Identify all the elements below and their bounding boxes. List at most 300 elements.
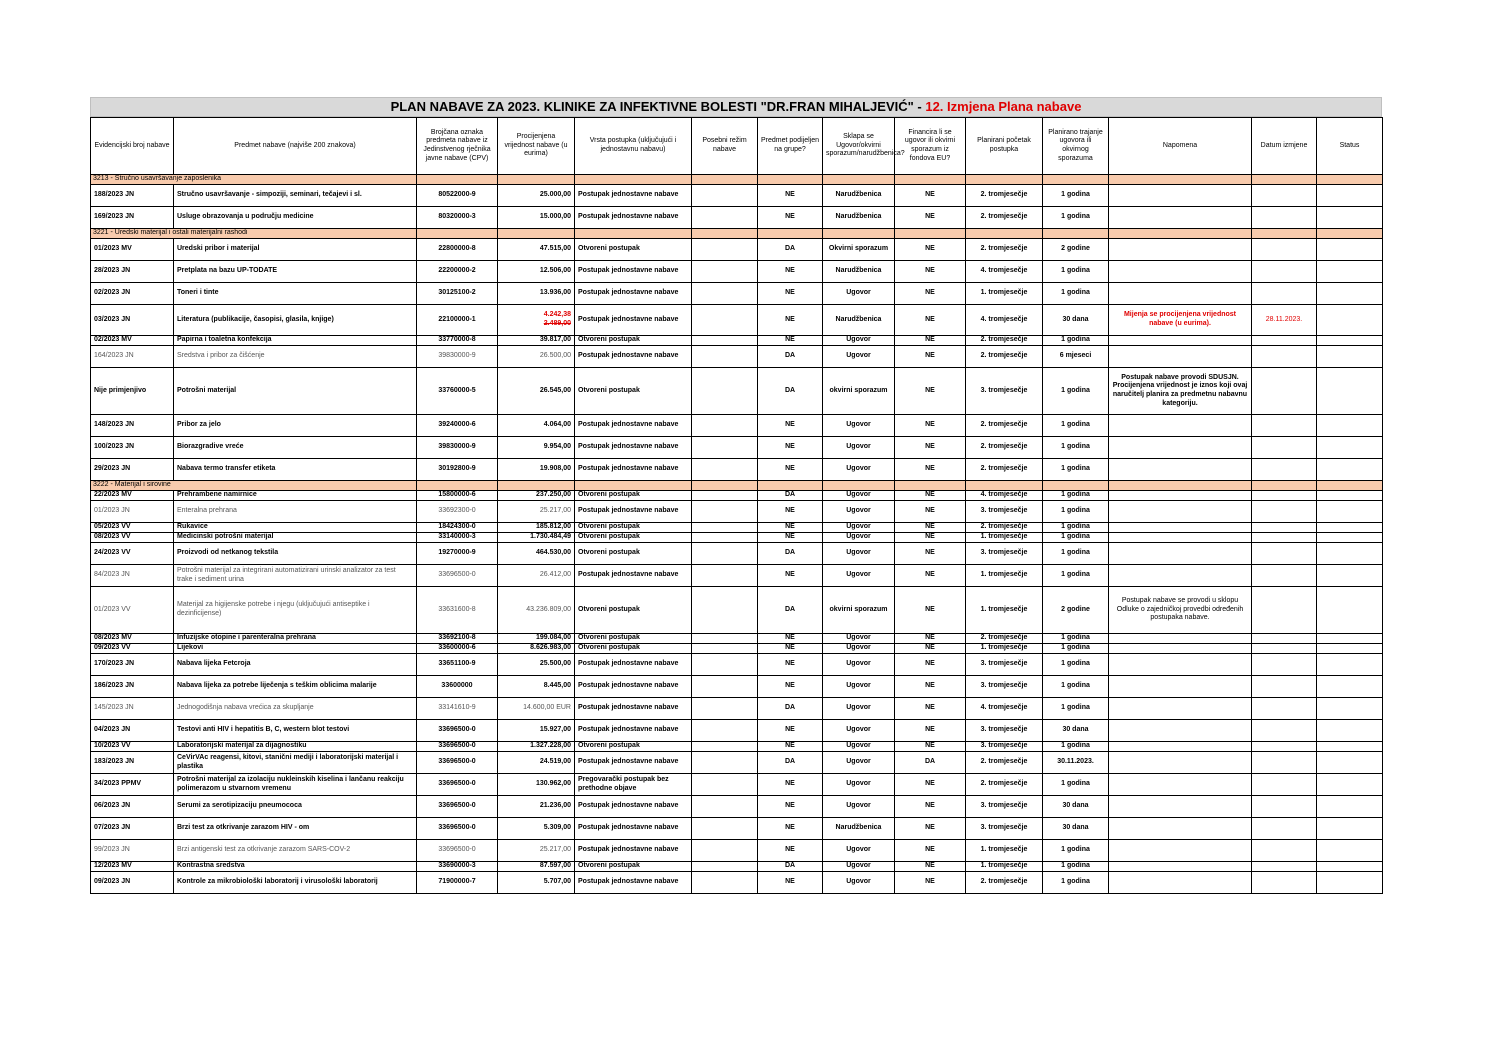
planned-start-cell: 2. tromjesečje [966,523,1043,533]
divided-groups-cell: DA [758,587,823,634]
evidencijski-broj-cell: 170/2023 JN [91,654,174,676]
section-empty-cell [895,481,966,491]
note-cell [1109,752,1252,774]
estimated-value-cell: 26.500,00 [498,346,575,368]
evidencijski-broj-cell: 01/2023 MV [91,239,174,261]
planned-start-cell: 2. tromjesečje [966,185,1043,207]
planned-duration-cell: 30 dana [1043,796,1109,818]
table-row[interactable] [91,840,1383,862]
change-date-cell [1252,239,1317,261]
estimated-value-cell: 25.217,00 [498,840,575,862]
divided-groups-cell: NE [758,654,823,676]
procedure-type-cell: Postupak jednostavne nabave [575,818,692,840]
eu-funded-cell: NE [895,742,966,752]
planned-start-cell: 1. tromjesečje [966,840,1043,862]
table-row[interactable] [91,261,1383,283]
planned-start-cell: 3. tromjesečje [966,796,1043,818]
planned-start-cell: 2. tromjesečje [966,415,1043,437]
change-date-cell [1252,491,1317,501]
plan-title-main: PLAN NABAVE ZA 2023. KLINIKE ZA INFEKTIVNE BOLESTI "DR.FRAN MIHALJEVIĆ" - [390,99,926,114]
status-cell [1317,676,1383,698]
planned-start-cell: 3. tromjesečje [966,818,1043,840]
col-cpv-header: Brojčana oznaka predmeta nabave iz Jedinstvenog rječnika javne nabave (CPV) [417,118,498,175]
predmet-nabave-cell: Usluge obrazovanja u području medicine [174,207,417,229]
cpv-code-cell: 19270000-9 [417,543,498,565]
planned-start-cell: 3. tromjesečje [966,654,1043,676]
special-regime-cell [692,437,758,459]
planned-start-cell: 4. tromjesečje [966,698,1043,720]
table-row[interactable] [91,634,1383,644]
table-row[interactable] [91,346,1383,368]
predmet-nabave-cell: Potrošni materijal [174,368,417,415]
section-empty-cell [692,175,758,185]
divided-groups-cell: NE [758,676,823,698]
table-row[interactable] [91,283,1383,305]
status-cell [1317,587,1383,634]
table-row[interactable] [91,565,1383,587]
predmet-nabave-cell: Pribor za jelo [174,415,417,437]
cpv-code-cell: 33651100-9 [417,654,498,676]
eu-funded-cell: NE [895,634,966,644]
estimated-value-cell: 12.506,00 [498,261,575,283]
cpv-code-cell: 33692100-8 [417,634,498,644]
divided-groups-cell: NE [758,459,823,481]
special-regime-cell [692,415,758,437]
planned-duration-cell: 1 godina [1043,491,1109,501]
planned-start-cell: 1. tromjesečje [966,587,1043,634]
table-row[interactable] [91,459,1383,481]
planned-start-cell: 4. tromjesečje [966,491,1043,501]
evidencijski-broj-cell: 188/2023 JN [91,185,174,207]
estimated-value-cell: 9.954,00 [498,437,575,459]
eu-funded-cell: NE [895,565,966,587]
change-date-cell [1252,752,1317,774]
special-regime-cell [692,720,758,742]
special-regime-cell [692,501,758,523]
planned-duration-cell: 1 godina [1043,415,1109,437]
status-cell [1317,491,1383,501]
planned-duration-cell: 1 godina [1043,698,1109,720]
planned-duration-cell: 1 godina [1043,185,1109,207]
note-cell [1109,543,1252,565]
section-empty-cell [758,229,823,239]
cpv-code-cell: 33760000-5 [417,368,498,415]
estimated-value-cell: 5.309,00 [498,818,575,840]
change-date-cell [1252,185,1317,207]
contract-type-cell: Ugovor [823,862,895,872]
evidencijski-broj-cell: 09/2023 JN [91,872,174,894]
contract-type-cell: Ugovor [823,437,895,459]
contract-type-cell: Ugovor [823,491,895,501]
contract-type-cell: Narudžbenica [823,818,895,840]
col-planirani-pocetak-header: Planirani početak postupka [966,118,1043,175]
change-date-cell [1252,533,1317,543]
eu-funded-cell: NE [895,720,966,742]
table-row[interactable] [91,543,1383,565]
planned-start-cell: 2. tromjesečje [966,437,1043,459]
planned-start-cell: 3. tromjesečje [966,720,1043,742]
table-row[interactable] [91,676,1383,698]
planned-duration-cell: 1 godina [1043,872,1109,894]
table-row[interactable] [91,774,1383,796]
contract-type-cell: Ugovor [823,533,895,543]
col-napomena-header: Napomena [1109,118,1252,175]
section-header-row [91,229,1383,239]
note-cell [1109,840,1252,862]
evidencijski-broj-cell: 02/2023 MV [91,336,174,346]
special-regime-cell [692,872,758,894]
table-row[interactable] [91,336,1383,346]
note-cell [1109,207,1252,229]
section-header-row [91,175,1383,185]
divided-groups-cell: DA [758,752,823,774]
divided-groups-cell: NE [758,742,823,752]
eu-funded-cell: NE [895,239,966,261]
evidencijski-broj-cell: 34/2023 PPMV [91,774,174,796]
change-date-cell [1252,261,1317,283]
predmet-nabave-cell: Laboratorijski materijal za dijagnostiku [174,742,417,752]
table-row[interactable] [91,698,1383,720]
section-empty-cell [1043,481,1109,491]
predmet-nabave-cell: Nabava lijeka za potrebe liječenja s teškim oblicima malarije [174,676,417,698]
planned-duration-cell: 1 godina [1043,634,1109,644]
special-regime-cell [692,565,758,587]
predmet-nabave-cell: Kontrastna sredstva [174,862,417,872]
planned-start-cell: 1. tromjesečje [966,644,1043,654]
procedure-type-cell: Otvoreni postupak [575,742,692,752]
procedure-type-cell: Postupak jednostavne nabave [575,185,692,207]
divided-groups-cell: DA [758,346,823,368]
table-row[interactable] [91,415,1383,437]
status-cell [1317,644,1383,654]
note-cell [1109,523,1252,533]
status-cell [1317,305,1383,336]
eu-funded-cell: NE [895,207,966,229]
table-row[interactable] [91,491,1383,501]
section-empty-cell [758,175,823,185]
planned-start-cell: 2. tromjesečje [966,774,1043,796]
eu-funded-cell: NE [895,523,966,533]
cpv-code-cell: 80522000-9 [417,185,498,207]
change-date-cell [1252,565,1317,587]
cpv-code-cell: 33631600-8 [417,587,498,634]
procedure-type-cell: Otvoreni postupak [575,523,692,533]
eu-funded-cell: NE [895,840,966,862]
predmet-nabave-cell: Testovi anti HIV i hepatitis B, C, western blot testovi [174,720,417,742]
cpv-code-cell: 33696500-0 [417,565,498,587]
predmet-nabave-cell: Biorazgradive vreće [174,437,417,459]
planned-duration-cell: 1 godina [1043,207,1109,229]
change-date-cell [1252,862,1317,872]
eu-funded-cell: NE [895,796,966,818]
estimated-value-cell: 13.936,00 [498,283,575,305]
contract-type-cell: Ugovor [823,676,895,698]
contract-type-cell: Ugovor [823,283,895,305]
estimated-value-cell: 26.412,00 [498,565,575,587]
procedure-type-cell: Postupak jednostavne nabave [575,796,692,818]
section-empty-cell [1252,175,1317,185]
note-cell [1109,239,1252,261]
status-cell [1317,501,1383,523]
eu-funded-cell: NE [895,872,966,894]
eu-funded-cell: NE [895,644,966,654]
status-cell [1317,818,1383,840]
cpv-code-cell: 15800000-6 [417,491,498,501]
estimated-value-cell: 25.217,00 [498,501,575,523]
contract-type-cell: Ugovor [823,543,895,565]
table-row[interactable] [91,523,1383,533]
change-date-cell [1252,698,1317,720]
table-row[interactable] [91,501,1383,523]
table-row[interactable] [91,818,1383,840]
planned-start-cell: 2. tromjesečje [966,634,1043,644]
evidencijski-broj-cell: Nije primjenjivo [91,368,174,415]
section-empty-cell [575,481,692,491]
procedure-type-cell: Otvoreni postupak [575,543,692,565]
divided-groups-cell: DA [758,368,823,415]
procedure-type-cell: Otvoreni postupak [575,634,692,644]
procedure-type-cell: Postupak jednostavne nabave [575,840,692,862]
table-row[interactable] [91,654,1383,676]
evidencijski-broj-cell: 183/2023 JN [91,752,174,774]
note-cell [1109,862,1252,872]
note-cell [1109,437,1252,459]
planned-duration-cell: 30.11.2023. [1043,752,1109,774]
table-row[interactable] [91,752,1383,774]
status-cell [1317,565,1383,587]
status-cell [1317,336,1383,346]
note-cell: Postupak nabave provodi SDUSJN. Procijenjena vrijednost je iznos koji ovaj naručitelj planira za predmetnu nabavnu kategoriju. [1109,368,1252,415]
evidencijski-broj-cell: 08/2023 VV [91,533,174,543]
evidencijski-broj-cell: 84/2023 JN [91,565,174,587]
cpv-code-cell: 22100000-1 [417,305,498,336]
procedure-type-cell: Postupak jednostavne nabave [575,872,692,894]
divided-groups-cell: NE [758,840,823,862]
section-empty-cell [966,481,1043,491]
predmet-nabave-cell: Jednogodišnja nabava vrećica za skupljanje [174,698,417,720]
table-row[interactable] [91,305,1383,336]
change-date-cell [1252,774,1317,796]
note-cell [1109,872,1252,894]
predmet-nabave-cell: Nabava lijeka Fetcroja [174,654,417,676]
table-row[interactable] [91,533,1383,543]
note-cell: Postupak nabave se provodi u sklopu Odluke o zajedničkoj provedbi određenih postupaka nabave. [1109,587,1252,634]
special-regime-cell [692,698,758,720]
procurement-table [90,117,1383,894]
estimated-value-cell: 25.000,00 [498,185,575,207]
cpv-code-cell: 33140000-3 [417,533,498,543]
cpv-code-cell: 33696500-0 [417,774,498,796]
eu-funded-cell: NE [895,587,966,634]
estimated-value-cell: 1.730.484,49 [498,533,575,543]
procedure-type-cell: Otvoreni postupak [575,491,692,501]
divided-groups-cell: NE [758,261,823,283]
status-cell [1317,742,1383,752]
special-regime-cell [692,840,758,862]
status-cell [1317,796,1383,818]
status-cell [1317,415,1383,437]
note-cell [1109,459,1252,481]
predmet-nabave-cell: Potrošni materijal za izolaciju nukleinskih kiselina i lančanu reakciju polimerazom u stvarnom vremenu [174,774,417,796]
divided-groups-cell: NE [758,283,823,305]
section-empty-cell [966,175,1043,185]
contract-type-cell: Ugovor [823,523,895,533]
section-empty-cell [823,175,895,185]
table-row[interactable] [91,796,1383,818]
table-row[interactable] [91,872,1383,894]
eu-funded-cell: NE [895,491,966,501]
cpv-code-cell: 39830000-9 [417,346,498,368]
planned-start-cell: 1. tromjesečje [966,862,1043,872]
table-row[interactable] [91,742,1383,752]
section-label: 3221 - Uredski materijal i ostali materijalni rashodi [91,229,417,239]
estimated-value-cell [498,305,575,336]
table-row[interactable] [91,437,1383,459]
change-date-cell [1252,644,1317,654]
divided-groups-cell: NE [758,415,823,437]
procedure-type-cell: Postupak jednostavne nabave [575,720,692,742]
estimated-value-cell: 464.530,00 [498,543,575,565]
divided-groups-cell: NE [758,523,823,533]
cpv-code-cell: 33696500-0 [417,720,498,742]
table-row[interactable] [91,185,1383,207]
status-cell [1317,185,1383,207]
contract-type-cell: okvirni sporazum [823,368,895,415]
procedure-type-cell: Postupak jednostavne nabave [575,459,692,481]
cpv-code-cell: 33696500-0 [417,752,498,774]
eu-funded-cell: NE [895,676,966,698]
procedure-type-cell: Otvoreni postupak [575,644,692,654]
predmet-nabave-cell: Uredski pribor i materijal [174,239,417,261]
col-vrsta-postupka-header: Vrsta postupka (uključujući i jednostavnu nabavu) [575,118,692,175]
planned-start-cell: 1. tromjesečje [966,533,1043,543]
section-empty-cell [498,481,575,491]
col-procijenjena-vrijednost-header: Procijenjena vrijednost nabave (u eurima) [498,118,575,175]
predmet-nabave-cell: Stručno usavršavanje - simpoziji, seminari, tečajevi i sl. [174,185,417,207]
procedure-type-cell: Postupak jednostavne nabave [575,261,692,283]
special-regime-cell [692,207,758,229]
note-cell [1109,261,1252,283]
table-row[interactable] [91,368,1383,415]
change-date-cell [1252,587,1317,634]
evidencijski-broj-cell: 169/2023 JN [91,207,174,229]
cpv-code-cell: 33600000 [417,676,498,698]
table-row[interactable] [91,587,1383,634]
estimated-value-cell: 185.812,00 [498,523,575,533]
divided-groups-cell: NE [758,185,823,207]
eu-funded-cell: NE [895,774,966,796]
divided-groups-cell: NE [758,336,823,346]
section-empty-cell [1109,229,1252,239]
special-regime-cell [692,774,758,796]
planned-start-cell: 3. tromjesečje [966,501,1043,523]
predmet-nabave-cell: Brzi test za otkrivanje zarazom HIV - om [174,818,417,840]
planned-duration-cell: 2 godine [1043,239,1109,261]
planned-duration-cell: 1 godina [1043,565,1109,587]
note-cell [1109,774,1252,796]
col-eu-fondovi-header: Financira li se ugovor ili okvirni sporazum iz fondova EU? [895,118,966,175]
status-cell [1317,533,1383,543]
planned-duration-cell: 6 mjeseci [1043,346,1109,368]
status-cell [1317,543,1383,565]
col-podijeljen-grupe-header: Predmet podijeljen na grupe? [758,118,823,175]
table-row[interactable] [91,207,1383,229]
special-regime-cell [692,742,758,752]
status-cell [1317,346,1383,368]
table-row[interactable] [91,239,1383,261]
procedure-type-cell: Otvoreni postupak [575,587,692,634]
note-cell [1109,796,1252,818]
table-row[interactable] [91,644,1383,654]
predmet-nabave-cell: Kontrole za mikrobiološki laboratorij i virusološki laboratorij [174,872,417,894]
note-cell [1109,676,1252,698]
procedure-type-cell: Otvoreni postupak [575,368,692,415]
section-empty-cell [895,175,966,185]
procedure-type-cell: Otvoreni postupak [575,336,692,346]
contract-type-cell: Ugovor [823,644,895,654]
special-regime-cell [692,368,758,415]
special-regime-cell [692,796,758,818]
section-empty-cell [575,229,692,239]
eu-funded-cell: NE [895,185,966,207]
cpv-code-cell: 33770000-8 [417,336,498,346]
predmet-nabave-cell: CeVirVAc reagensi, kitovi, stanični mediji i laboratorijski materijal i plastika [174,752,417,774]
note-cell [1109,565,1252,587]
change-date-cell [1252,676,1317,698]
special-regime-cell [692,459,758,481]
evidencijski-broj-cell: 03/2023 JN [91,305,174,336]
special-regime-cell [692,239,758,261]
estimated-value-cell: 26.545,00 [498,368,575,415]
evidencijski-broj-cell: 29/2023 JN [91,459,174,481]
col-trajanje-header: Planirano trajanje ugovora ili okvirnog sporazuma [1043,118,1109,175]
planned-duration-cell: 30 dana [1043,305,1109,336]
plan-title [90,97,1382,117]
procedure-type-cell: Postupak jednostavne nabave [575,752,692,774]
contract-type-cell: Ugovor [823,501,895,523]
estimated-value-cell: 5.707,00 [498,872,575,894]
procedure-type-cell: Postupak jednostavne nabave [575,654,692,676]
section-empty-cell [575,175,692,185]
section-empty-cell [498,229,575,239]
estimated-value-cell: 39.817,00 [498,336,575,346]
section-empty-cell [498,175,575,185]
cpv-code-cell: 80320000-3 [417,207,498,229]
table-row[interactable] [91,720,1383,742]
divided-groups-cell: DA [758,239,823,261]
contract-type-cell: Ugovor [823,346,895,368]
table-row[interactable] [91,862,1383,872]
status-cell [1317,459,1383,481]
eu-funded-cell: NE [895,305,966,336]
change-date-cell [1252,720,1317,742]
eu-funded-cell: NE [895,261,966,283]
estimated-value-cell: 15.000,00 [498,207,575,229]
special-regime-cell [692,305,758,336]
contract-type-cell: Narudžbenica [823,305,895,336]
eu-funded-cell: NE [895,862,966,872]
status-cell [1317,862,1383,872]
evidencijski-broj-cell: 08/2023 MV [91,634,174,644]
estimated-value-new: 4.242,38 [543,311,571,319]
procedure-type-cell: Otvoreni postupak [575,533,692,543]
section-empty-cell [1317,229,1383,239]
cpv-code-cell: 33692300-0 [417,501,498,523]
note-cell [1109,185,1252,207]
planned-start-cell: 3. tromjesečje [966,676,1043,698]
procedure-type-cell: Postupak jednostavne nabave [575,437,692,459]
evidencijski-broj-cell: 05/2023 VV [91,523,174,533]
